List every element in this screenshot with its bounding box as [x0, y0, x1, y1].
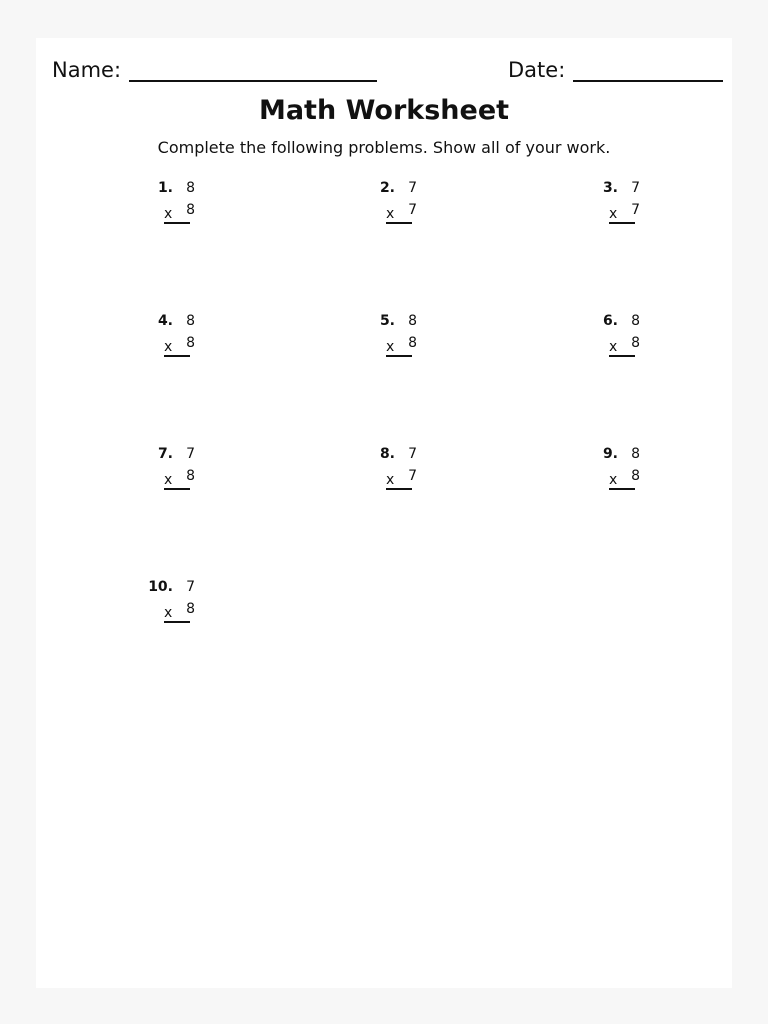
problem-bottom-operand: 8 — [186, 468, 195, 484]
answer-line — [164, 222, 190, 224]
problem-top-operand: 8 — [631, 313, 640, 329]
problem-1 — [151, 178, 231, 238]
problem-top-operand: 8 — [186, 180, 195, 196]
problem-4 — [151, 311, 231, 371]
name-field — [52, 58, 377, 82]
page-title: Math Worksheet — [258, 95, 510, 126]
answer-line — [609, 488, 635, 490]
name-blank-line — [129, 60, 377, 82]
problem-5 — [373, 311, 453, 371]
multiply-operator: x — [164, 472, 173, 488]
problem-2 — [373, 178, 453, 238]
problem-bottom-operand: 8 — [631, 335, 640, 351]
problem-number: 2. — [379, 180, 395, 196]
answer-line — [386, 488, 412, 490]
problem-top-operand: 7 — [186, 446, 195, 462]
problem-number: 8. — [379, 446, 395, 462]
problem-number: 7. — [157, 446, 173, 462]
multiply-operator: x — [609, 472, 618, 488]
problem-top-operand: 7 — [408, 446, 417, 462]
problem-top-operand: 8 — [186, 313, 195, 329]
problem-bottom-operand: 8 — [631, 468, 640, 484]
answer-line — [609, 355, 635, 357]
multiply-operator: x — [386, 472, 395, 488]
problem-top-operand: 7 — [408, 180, 417, 196]
multiply-operator: x — [609, 339, 618, 355]
problem-6 — [596, 311, 676, 371]
name-label: Name: — [52, 58, 122, 82]
answer-line — [386, 355, 412, 357]
answer-line — [164, 488, 190, 490]
date-blank-line — [573, 60, 723, 82]
multiply-operator: x — [609, 206, 618, 222]
problem-bottom-operand: 7 — [631, 202, 640, 218]
instructions: Complete the following problems. Show all of your work. — [157, 138, 611, 157]
problem-bottom-operand: 8 — [186, 601, 195, 617]
problem-number: 3. — [602, 180, 618, 196]
answer-line — [164, 355, 190, 357]
problem-top-operand: 7 — [631, 180, 640, 196]
problem-number: 1. — [157, 180, 173, 196]
problem-bottom-operand: 8 — [408, 335, 417, 351]
problem-bottom-operand: 7 — [408, 468, 417, 484]
problem-7 — [151, 444, 231, 504]
problem-top-operand: 8 — [631, 446, 640, 462]
multiply-operator: x — [164, 339, 173, 355]
problem-number: 10. — [148, 579, 173, 595]
answer-line — [386, 222, 412, 224]
problem-9 — [596, 444, 676, 504]
problem-3 — [596, 178, 676, 238]
problem-top-operand: 8 — [408, 313, 417, 329]
answer-line — [164, 621, 190, 623]
problem-bottom-operand: 7 — [408, 202, 417, 218]
multiply-operator: x — [386, 206, 395, 222]
problem-number: 4. — [157, 313, 173, 329]
header-row — [0, 58, 768, 88]
multiply-operator: x — [386, 339, 395, 355]
problem-bottom-operand: 8 — [186, 202, 195, 218]
problem-top-operand: 7 — [186, 579, 195, 595]
problem-8 — [373, 444, 453, 504]
problem-bottom-operand: 8 — [186, 335, 195, 351]
problem-10 — [148, 577, 231, 637]
multiply-operator: x — [164, 206, 173, 222]
problem-number: 5. — [379, 313, 395, 329]
multiply-operator: x — [164, 605, 173, 621]
date-field — [508, 58, 723, 82]
date-label: Date: — [508, 58, 566, 82]
problem-number: 6. — [602, 313, 618, 329]
problem-number: 9. — [602, 446, 618, 462]
answer-line — [609, 222, 635, 224]
